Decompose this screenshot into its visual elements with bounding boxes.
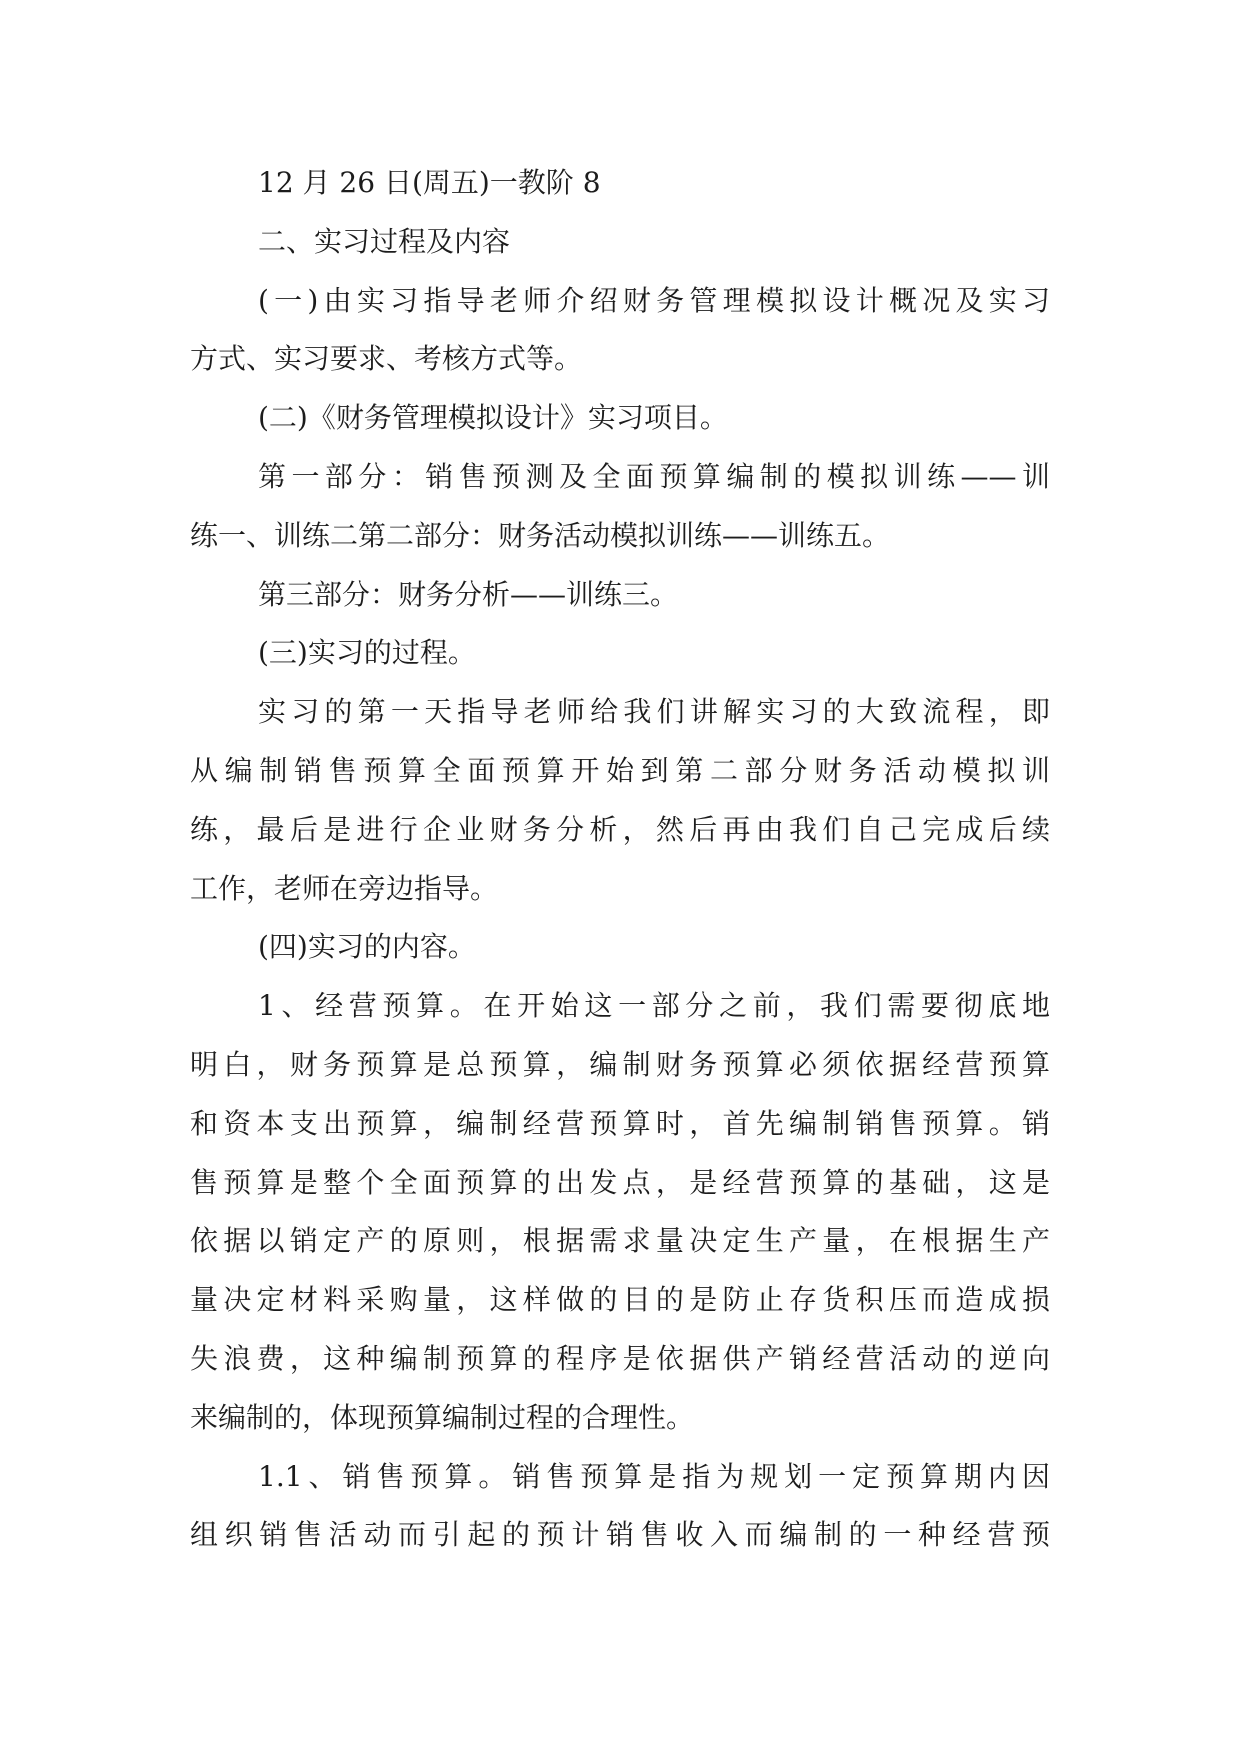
paragraph bbox=[190, 566, 1050, 625]
paragraph bbox=[190, 683, 1050, 918]
text-line: (二)《财务管理模拟设计》实习项目。 bbox=[258, 401, 728, 435]
text-line: 失浪费，这种编制预算的程序是依据供产销经营活动的逆向 bbox=[190, 1341, 1050, 1375]
text-line: 售预算是整个全面预算的出发点，是经营预算的基础，这是 bbox=[190, 1165, 1050, 1199]
text-line: (三)实习的过程。 bbox=[258, 636, 476, 670]
paragraph-date bbox=[190, 154, 1050, 213]
text-line: (四)实习的内容。 bbox=[258, 930, 476, 964]
paragraph bbox=[190, 272, 1050, 390]
text-line: 第三部分：财务分析——训练三。 bbox=[258, 577, 679, 611]
document-body bbox=[190, 154, 1050, 1565]
text-line: 练一、训练二第二部分：财务活动模拟训练——训练五。 bbox=[190, 518, 891, 552]
section-heading bbox=[190, 213, 1050, 272]
text-line: 组织销售活动而引起的预计销售收入而编制的一种经营预 bbox=[190, 1518, 1050, 1552]
text-line: 1.1、销售预算。销售预算是指为规划一定预算期内因 bbox=[258, 1459, 1050, 1493]
text-line: 练，最后是进行企业财务分析，然后再由我们自己完成后续 bbox=[190, 812, 1050, 846]
text-line: 来编制的，体现预算编制过程的合理性。 bbox=[190, 1400, 695, 1434]
paragraph bbox=[190, 977, 1050, 1447]
paragraph bbox=[190, 389, 1050, 448]
text-line: 12 月 26 日(周五)一教阶 8 bbox=[258, 166, 601, 199]
text-line: 明白，财务预算是总预算，编制财务预算必须依据经营预算 bbox=[190, 1047, 1050, 1081]
text-line: 工作，老师在旁边指导。 bbox=[190, 871, 499, 905]
text-line: 依据以销定产的原则，根据需求量决定生产量，在根据生产 bbox=[190, 1224, 1050, 1258]
subsection-heading bbox=[190, 624, 1050, 683]
text-line: (一)由实习指导老师介绍财务管理模拟设计概况及实习 bbox=[258, 283, 1050, 317]
text-line: 和资本支出预算，编制经营预算时，首先编制销售预算。销 bbox=[190, 1106, 1050, 1140]
text-line: 量决定材料采购量，这样做的目的是防止存货积压而造成损 bbox=[190, 1283, 1050, 1317]
paragraph bbox=[190, 1448, 1050, 1566]
text-line: 实习的第一天指导老师给我们讲解实习的大致流程，即 bbox=[258, 695, 1050, 729]
subsection-heading bbox=[190, 918, 1050, 977]
paragraph bbox=[190, 448, 1050, 566]
text-line: 1、经营预算。在开始这一部分之前，我们需要彻底地 bbox=[258, 989, 1050, 1023]
text-line: 方式、实习要求、考核方式等。 bbox=[190, 342, 583, 376]
text-line: 第一部分：销售预测及全面预算编制的模拟训练——训 bbox=[258, 459, 1050, 493]
text-line: 从编制销售预算全面预算开始到第二部分财务活动模拟训 bbox=[190, 753, 1050, 787]
text-line: 二、实习过程及内容 bbox=[258, 224, 511, 258]
